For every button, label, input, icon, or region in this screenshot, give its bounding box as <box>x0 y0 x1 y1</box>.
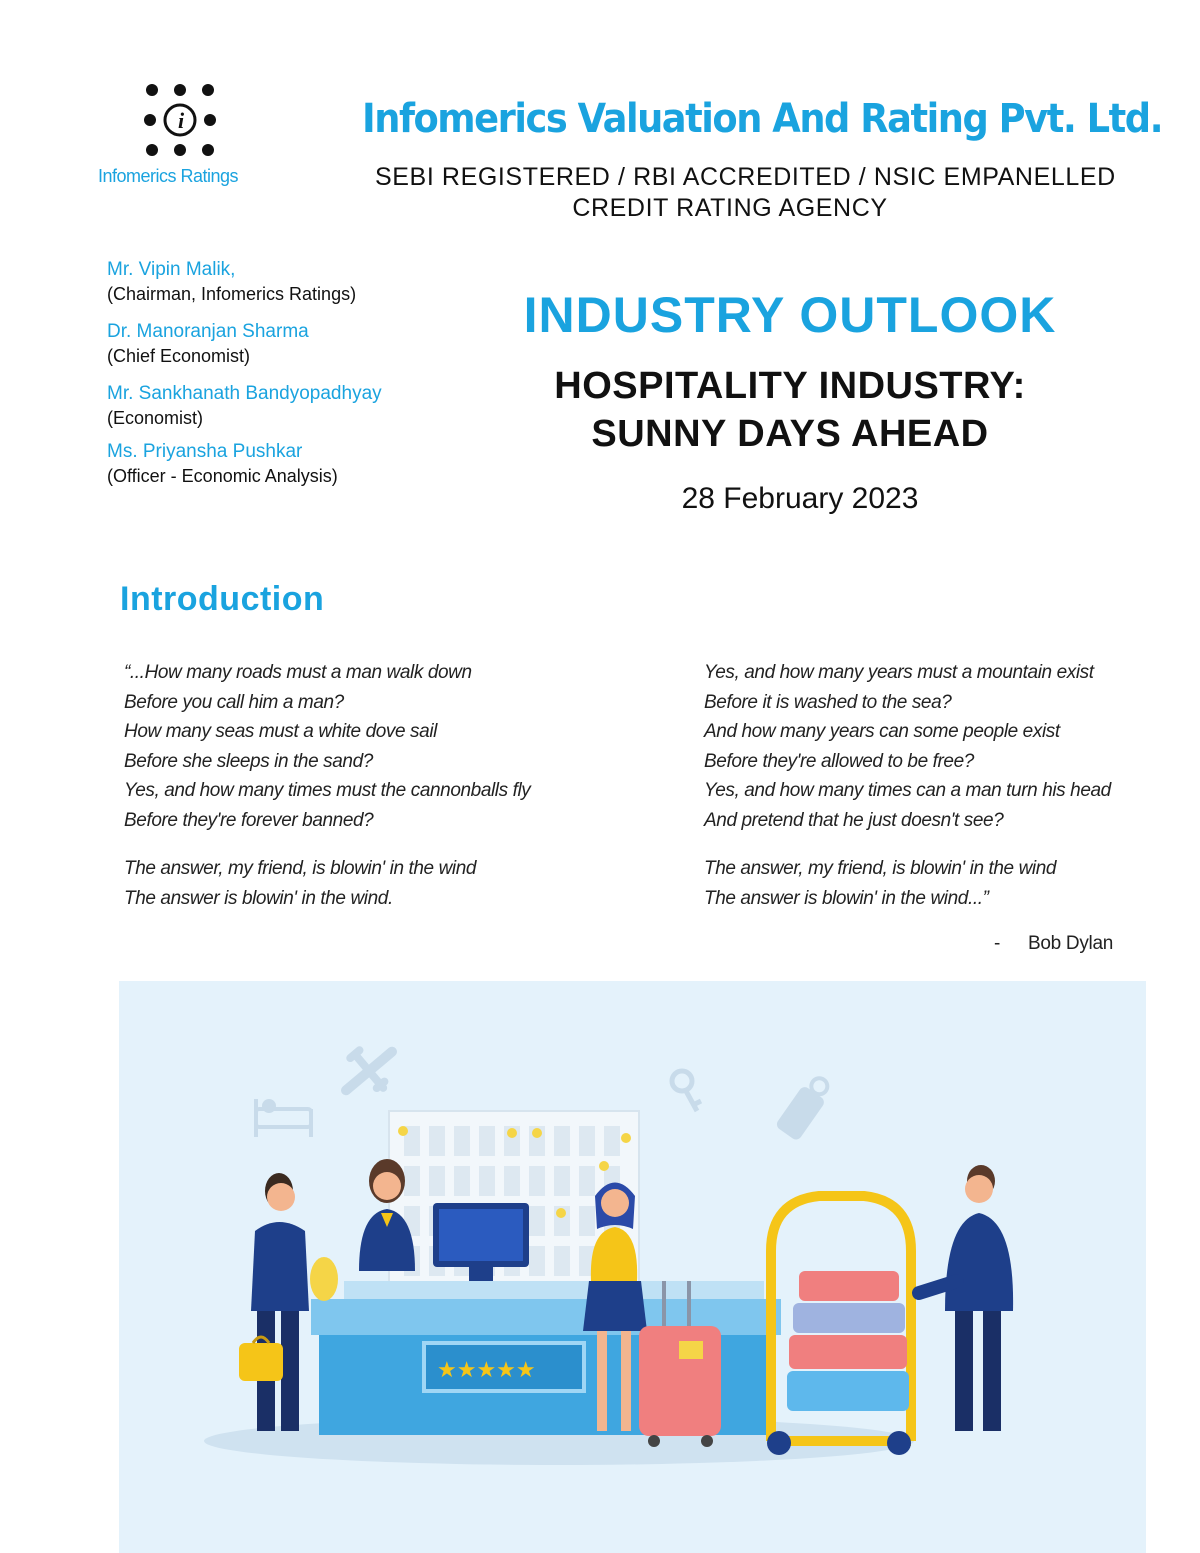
plant <box>310 1257 338 1301</box>
authors-list <box>107 258 487 502</box>
company-name: Infomerics Valuation And Rating Pvt. Ltd. <box>362 96 1163 142</box>
hotel-reception-illustration <box>119 981 1146 1553</box>
author-item <box>107 320 487 368</box>
poem-line: Before it is washed to the sea? <box>704 691 952 713</box>
logo-caption: Infomerics Ratings <box>98 166 239 186</box>
svg-text:i: i <box>178 108 185 133</box>
author-name: Mr. Vipin Malik, <box>107 259 236 280</box>
poem-line: And pretend that he just doesn't see? <box>704 809 1004 831</box>
poem-line: Before they're forever banned? <box>124 809 374 831</box>
author-role: (Economist) <box>107 408 204 428</box>
author-item <box>107 440 487 488</box>
author-name: Ms. Priyansha Pushkar <box>107 441 303 462</box>
key-icon <box>672 1071 701 1111</box>
luggage-cart <box>767 1196 911 1455</box>
author-role: (Officer - Economic Analysis) <box>107 466 338 486</box>
bellboy <box>919 1165 1013 1431</box>
poem-attribution <box>994 933 1113 955</box>
poem-line: “...How many roads must a man walk down <box>124 662 472 683</box>
attribution-dash: - <box>994 933 1001 954</box>
svg-text:★★★★★: ★★★★★ <box>437 1358 536 1383</box>
logo <box>98 78 268 198</box>
poem-line: Before they're allowed to be free? <box>704 750 974 772</box>
poem-line: And how many years can some people exist <box>704 721 1060 742</box>
company-subtitle-line2: CREDIT RATING AGENCY <box>572 194 888 222</box>
author-name: Dr. Manoranjan Sharma <box>107 321 309 342</box>
author-item <box>107 258 487 306</box>
poem-line: Yes, and how many years must a mountain exist <box>704 662 1094 683</box>
poem-left-column <box>124 658 644 913</box>
headline-line1: HOSPITALITY INDUSTRY: <box>554 365 1026 407</box>
poem-line: The answer is blowin' in the wind...” <box>704 887 989 909</box>
company-subtitle-line1: SEBI REGISTERED / RBI ACCREDITED / NSIC EMPANELLED <box>375 163 1116 191</box>
poem-right-column <box>704 658 1144 913</box>
poem-line: Yes, and how many times must the cannonballs fly <box>124 780 531 801</box>
section-title: INDUSTRY OUTLOOK <box>523 287 1057 343</box>
poem-line: The answer is blowin' in the wind. <box>124 887 393 909</box>
bed-icon <box>256 1099 311 1137</box>
poem-line: Yes, and how many times can a man turn his head <box>704 780 1111 801</box>
infomerics-logo-icon <box>142 82 222 162</box>
airplane-icon <box>332 1035 406 1107</box>
guest-man <box>239 1173 309 1431</box>
headline-line2: SUNNY DAYS AHEAD <box>591 413 989 455</box>
author-role: (Chief Economist) <box>107 346 251 366</box>
door-hanger-icon <box>775 1072 836 1142</box>
introduction-heading: Introduction <box>120 580 325 618</box>
attribution-author: Bob Dylan <box>1028 933 1113 954</box>
poem-line: The answer, my friend, is blowin' in the wind <box>704 858 1057 879</box>
poem-line: The answer, my friend, is blowin' in the wind <box>124 858 477 879</box>
poem-line: How many seas must a white dove sail <box>124 721 437 742</box>
poem-line: Before you call him a man? <box>124 691 344 713</box>
author-item <box>107 382 487 430</box>
report-date: 28 February 2023 <box>681 482 919 515</box>
author-name: Mr. Sankhanath Bandyopadhyay <box>107 383 382 404</box>
poem-line: Before she sleeps in the sand? <box>124 750 373 772</box>
author-role: (Chairman, Infomerics Ratings) <box>107 284 357 304</box>
report-headline <box>480 362 1100 458</box>
